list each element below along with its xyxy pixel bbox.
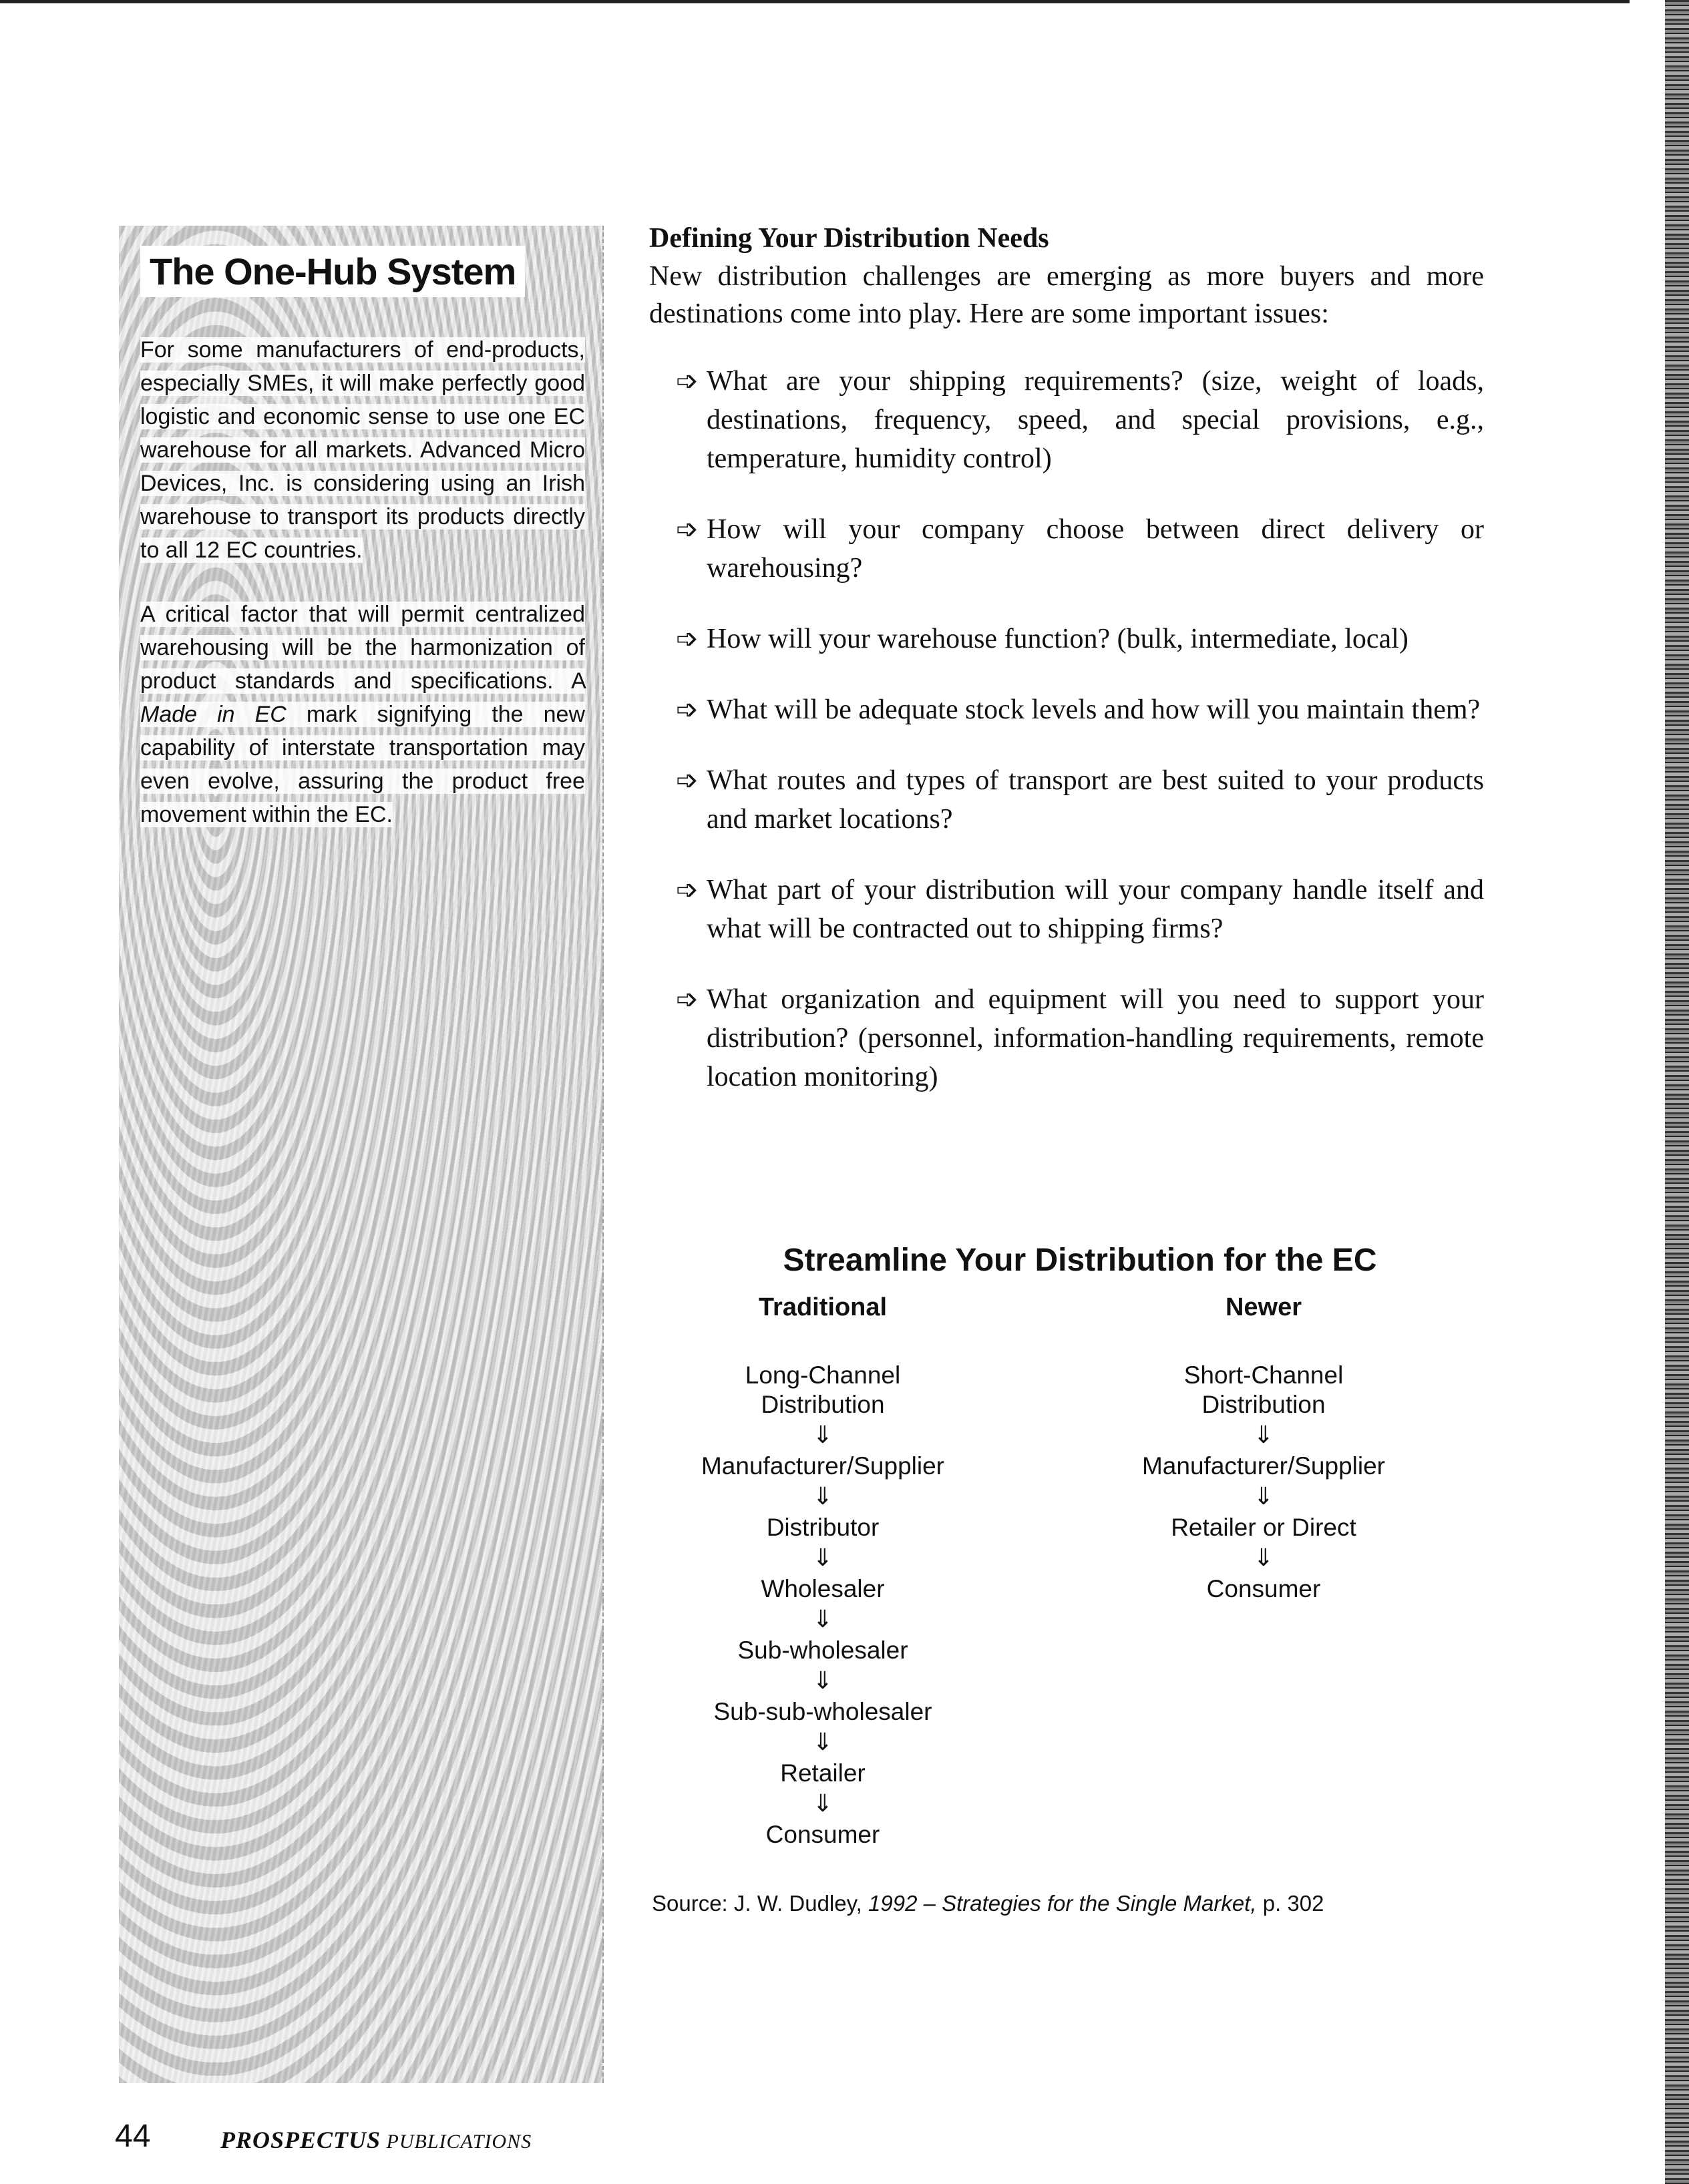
question-text: How will your warehouse function? (bulk, intermediate, local) [707,624,1409,654]
question-item [676,690,1484,729]
sidebar-paragraph-2 [140,598,585,831]
publisher-logo [220,2126,532,2154]
traditional-step: Sub-sub-wholesaler [713,1698,932,1725]
question-item [676,761,1484,839]
publisher-brand: PROSPECTUS [220,2127,381,2153]
traditional-step: Wholesaler [761,1575,885,1602]
down-double-arrow-icon: ⇓ [1253,1422,1274,1449]
traditional-step: Retailer [780,1759,866,1787]
section-heading: Defining Your Distribution Needs [649,223,1049,254]
source-page: p. 302 [1262,1891,1324,1916]
traditional-step: Consumer [765,1821,880,1848]
page-number: 44 [115,2119,151,2154]
question-item [676,510,1484,588]
traditional-step: Manufacturer/Supplier [701,1452,945,1480]
sidebar-paragraph-1 [140,333,585,567]
down-double-arrow-icon: ⇓ [812,1790,833,1817]
diagram-title: Streamline Your Distribution for the EC [783,1243,1377,1278]
sidebar-paragraph-2-before: A critical factor that will permit centralized warehousing will be the harmonization of product standards and specifications. A [140,602,585,694]
traditional-heading: Traditional [758,1293,888,1321]
sidebar-box [119,226,604,2083]
open-arrow-icon: ➩ [676,366,699,397]
traditional-step: Sub-wholesaler [737,1636,908,1664]
question-text: What part of your distribution will your company handle itself and what will be contracted out to shipping firms? [707,875,1484,944]
open-arrow-icon: ➩ [676,984,699,1015]
down-double-arrow-icon: ⇓ [812,1422,833,1449]
question-text: How will your company choose between direct delivery or warehousing? [707,514,1484,584]
down-double-arrow-icon: ⇓ [1253,1544,1274,1572]
source-title: 1992 – Strategies for the Single Market, [868,1891,1257,1916]
newer-step: Manufacturer/Supplier [1141,1452,1386,1480]
question-text: What routes and types of transport are best suited to your products and market locations? [707,765,1484,835]
top-rule [0,0,1630,3]
question-item [676,871,1484,948]
traditional-step: Long-Channel Distribution [745,1361,901,1418]
question-text: What are your shipping requirements? (size, weight of loads, destinations, frequency, speed, and special provisions, e.g., temperature, humidity control) [707,366,1484,474]
sidebar-paragraph-2-after: mark signifying the new capability of interstate transportation may even evolve, assuring the product free movement within the EC. [140,702,586,827]
newer-step: Consumer [1206,1575,1321,1602]
scan-edge [1665,0,1689,2184]
question-item [676,620,1484,658]
publisher-suffix: PUBLICATIONS [386,2131,532,2153]
open-arrow-icon: ➩ [676,624,699,654]
down-double-arrow-icon: ⇓ [1253,1483,1274,1510]
newer-step: Short-Channel Distribution [1183,1361,1344,1418]
question-text: What organization and equipment will you need to support your distribution? (personnel, information-handling requirements, remote location monitoring) [707,984,1484,1092]
open-arrow-icon: ➩ [676,514,699,545]
down-double-arrow-icon: ⇓ [812,1729,833,1756]
sidebar-paragraph-1-text: For some manufacturers of end-products, especially SMEs, it will make perfectly good logistic and economic sense to use one EC warehouse for all markets. Advanced Micro Devices, Inc. is considering using an Irish warehouse to transport its products directly to all 12 EC countries. [140,337,585,563]
down-double-arrow-icon: ⇓ [812,1483,833,1510]
question-item [676,980,1484,1096]
source-prefix: Source: J. W. Dudley, [652,1891,862,1916]
traditional-column [649,1293,996,1849]
question-text: What will be adequate stock levels and how will you maintain them? [707,694,1481,725]
down-double-arrow-icon: ⇓ [812,1606,833,1633]
down-double-arrow-icon: ⇓ [812,1667,833,1695]
open-arrow-icon: ➩ [676,875,699,905]
main-column [649,220,1484,1128]
traditional-step: Distributor [766,1514,880,1541]
down-double-arrow-icon: ⇓ [812,1544,833,1572]
distribution-diagram [649,1242,1484,1934]
newer-column [1090,1293,1437,1604]
open-arrow-icon: ➩ [676,765,699,796]
sidebar-title: The One-Hub System [140,246,525,297]
newer-heading: Newer [1225,1293,1302,1321]
newer-step: Retailer or Direct [1171,1514,1356,1541]
made-in-ec-mark: Made in EC [140,702,287,727]
section-intro: New distribution challenges are emerging as more buyers and more destinations come into play. Here are some important issues: [649,261,1484,329]
question-list [649,362,1484,1096]
open-arrow-icon: ➩ [676,694,699,725]
source-citation [652,1891,1324,1916]
question-item [676,362,1484,478]
